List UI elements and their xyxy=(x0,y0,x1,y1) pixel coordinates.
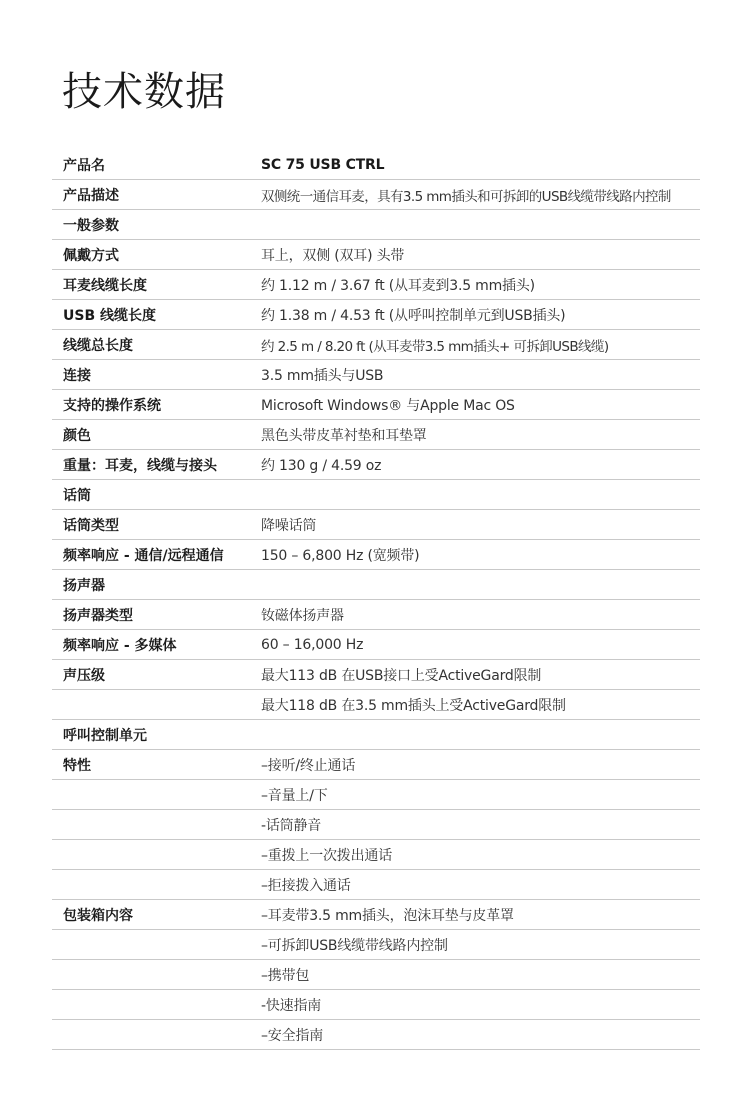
spec-value: –接听/终止通话 xyxy=(261,757,356,774)
spec-section-speaker xyxy=(52,570,700,600)
spec-label: 特性 xyxy=(63,757,91,774)
spec-value: Microsoft Windows® 与Apple Mac OS xyxy=(261,397,515,414)
spec-label: USB 线缆长度 xyxy=(63,307,156,324)
spec-section-call-control xyxy=(52,720,700,750)
spec-label: 扬声器 xyxy=(63,577,105,594)
spec-value: –音量上/下 xyxy=(261,787,328,804)
spec-row-features-cont xyxy=(52,840,700,870)
page-title: 技术数据 xyxy=(62,69,226,115)
spec-label: 频率响应 - 通信/远程通信 xyxy=(63,547,224,564)
spec-row-package-contents xyxy=(52,900,700,930)
spec-row-microphone-type xyxy=(52,510,700,540)
spec-value: 约 2.5 m / 8.20 ft (从耳麦带3.5 mm插头+ 可拆卸USB线缆) xyxy=(261,338,609,355)
spec-row-product-description xyxy=(52,180,700,210)
spec-value: 钕磁体扬声器 xyxy=(261,607,344,624)
spec-value: 60 – 16,000 Hz xyxy=(261,636,364,653)
spec-row-features-cont xyxy=(52,870,700,900)
spec-row-wearing-style xyxy=(52,240,700,270)
spec-row-headset-cable-length xyxy=(52,270,700,300)
spec-label: 话筒 xyxy=(63,487,91,504)
spec-row-package-contents-cont xyxy=(52,1020,700,1050)
spec-label: 呼叫控制单元 xyxy=(63,727,147,744)
spec-table xyxy=(52,150,700,1050)
spec-label: 声压级 xyxy=(63,667,105,684)
spec-row-speaker-type xyxy=(52,600,700,630)
spec-value: 黑色头带皮革衬垫和耳垫罩 xyxy=(261,427,427,444)
spec-label: 话筒类型 xyxy=(63,517,119,534)
spec-value: 降噪话筒 xyxy=(261,517,317,534)
spec-label: 产品名 xyxy=(63,157,105,174)
spec-row-connection xyxy=(52,360,700,390)
spec-value: –耳麦带3.5 mm插头，泡沫耳垫与皮革罩 xyxy=(261,907,514,924)
spec-value: -快速指南 xyxy=(261,997,322,1014)
spec-value: –拒接拨入通话 xyxy=(261,877,351,894)
spec-value: 最大113 dB 在USB接口上受ActiveGard限制 xyxy=(261,667,542,684)
spec-label: 扬声器类型 xyxy=(63,607,133,624)
spec-row-features-cont xyxy=(52,810,700,840)
spec-row-sound-pressure-level xyxy=(52,660,700,690)
spec-label: 一般参数 xyxy=(63,217,119,234)
spec-row-product-name xyxy=(52,150,700,180)
spec-value: SC 75 USB CTRL xyxy=(261,156,385,173)
spec-row-weight xyxy=(52,450,700,480)
spec-value: –携带包 xyxy=(261,967,310,984)
spec-row-total-cable-length xyxy=(52,330,700,360)
spec-value: 双侧统一通信耳麦，具有3.5 mm插头和可拆卸的USB线缆带线路内控制 xyxy=(261,188,671,205)
spec-value: –安全指南 xyxy=(261,1027,323,1044)
spec-value: 3.5 mm插头与USB xyxy=(261,367,384,384)
spec-label: 包装箱内容 xyxy=(63,907,133,924)
spec-row-package-contents-cont xyxy=(52,960,700,990)
spec-section-microphone xyxy=(52,480,700,510)
spec-label: 支持的操作系统 xyxy=(63,397,161,414)
spec-row-frequency-response-multimedia xyxy=(52,630,700,660)
spec-value: 约 130 g / 4.59 oz xyxy=(261,457,382,474)
spec-label: 线缆总长度 xyxy=(63,337,133,354)
spec-value: 约 1.12 m / 3.67 ft (从耳麦到3.5 mm插头) xyxy=(261,277,535,294)
spec-value: –可拆卸USB线缆带线路内控制 xyxy=(261,937,448,954)
spec-label: 频率响应 - 多媒体 xyxy=(63,637,177,654)
spec-row-supported-os xyxy=(52,390,700,420)
spec-value: 150 – 6,800 Hz (宽频带) xyxy=(261,547,420,564)
spec-section-general xyxy=(52,210,700,240)
spec-row-package-contents-cont xyxy=(52,990,700,1020)
spec-value: 最大118 dB 在3.5 mm插头上受ActiveGard限制 xyxy=(261,697,566,714)
spec-label: 佩戴方式 xyxy=(63,247,119,264)
spec-row-package-contents-cont xyxy=(52,930,700,960)
spec-row-sound-pressure-level-cont xyxy=(52,690,700,720)
spec-label: 产品描述 xyxy=(63,187,119,204)
spec-row-usb-cable-length xyxy=(52,300,700,330)
spec-value: 约 1.38 m / 4.53 ft (从呼叫控制单元到USB插头) xyxy=(261,307,566,324)
spec-value: –重拨上一次拨出通话 xyxy=(261,847,392,864)
spec-label: 颜色 xyxy=(63,427,91,444)
spec-row-features-cont xyxy=(52,780,700,810)
spec-label: 耳麦线缆长度 xyxy=(63,277,147,294)
spec-row-features xyxy=(52,750,700,780)
spec-label: 重量：耳麦，线缆与接头 xyxy=(63,457,217,474)
spec-row-color xyxy=(52,420,700,450)
spec-value: 耳上，双侧 (双耳) 头带 xyxy=(261,247,405,264)
spec-value: -话筒静音 xyxy=(261,817,322,834)
spec-label: 连接 xyxy=(63,367,91,384)
spec-row-frequency-response-telecom xyxy=(52,540,700,570)
